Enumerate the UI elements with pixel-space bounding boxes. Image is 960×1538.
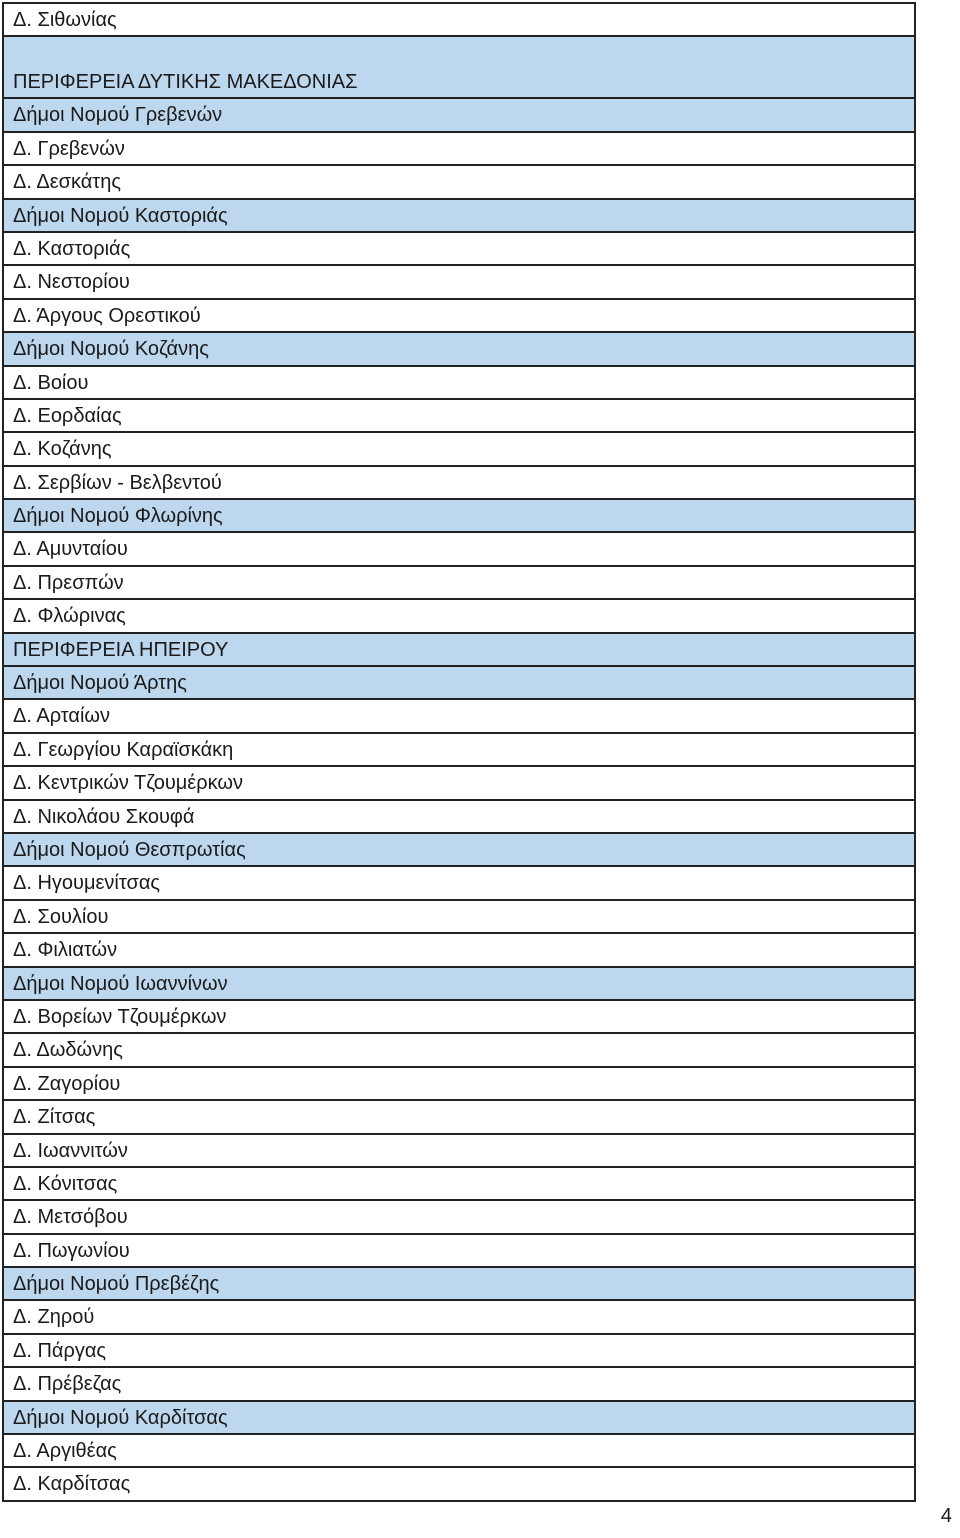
table-row: Δ. Μετσόβου [4, 1201, 914, 1234]
table-row: Δ. Γεωργίου Καραϊσκάκη [4, 734, 914, 767]
table-row: Δ. Κόνιτσας [4, 1168, 914, 1201]
table-row: Δ. Αργιθέας [4, 1435, 914, 1468]
table-header-row: ΠΕΡΙΦΕΡΕΙΑ ΔΥΤΙΚΗΣ ΜΑΚΕΔΟΝΙΑΣ [4, 37, 914, 99]
table-row: Δ. Ζίτσας [4, 1101, 914, 1134]
table-header-row: Δήμοι Νομού Καστοριάς [4, 200, 914, 233]
table-row: Δ. Φιλιατών [4, 934, 914, 967]
table-row: Δ. Ηγουμενίτσας [4, 867, 914, 900]
table-header-row: Δήμοι Νομού Άρτης [4, 667, 914, 700]
table-row: Δ. Βοίου [4, 367, 914, 400]
table-row: Δ. Εορδαίας [4, 400, 914, 433]
table-header-row: ΠΕΡΙΦΕΡΕΙΑ ΗΠΕΙΡΟΥ [4, 634, 914, 667]
table-header-row: Δήμοι Νομού Πρεβέζης [4, 1268, 914, 1301]
table-row: Δ. Ζηρού [4, 1301, 914, 1334]
table-row: Δ. Αρταίων [4, 700, 914, 733]
table-row: Δ. Σουλίου [4, 901, 914, 934]
table-row: Δ. Σερβίων - Βελβεντού [4, 467, 914, 500]
table-row: Δ. Αμυνταίου [4, 533, 914, 566]
table-row: Δ. Νικολάου Σκουφά [4, 801, 914, 834]
table-header-row: Δήμοι Νομού Φλωρίνης [4, 500, 914, 533]
table-row: Δ. Σιθωνίας [4, 4, 914, 37]
table-row: Δ. Γρεβενών [4, 133, 914, 166]
table-row: Δ. Πωγωνίου [4, 1235, 914, 1268]
table-header-row: Δήμοι Νομού Κοζάνης [4, 333, 914, 366]
municipalities-table [2, 2, 916, 1502]
table-row: Δ. Πρεσπών [4, 567, 914, 600]
table-header-row: Δήμοι Νομού Ιωαννίνων [4, 968, 914, 1001]
table-row: Δ. Πάργας [4, 1335, 914, 1368]
table-row: Δ. Κοζάνης [4, 433, 914, 466]
table-header-row: Δήμοι Νομού Γρεβενών [4, 99, 914, 132]
table-row: Δ. Δεσκάτης [4, 166, 914, 199]
table-row: Δ. Ιωαννιτών [4, 1135, 914, 1168]
table-row: Δ. Δωδώνης [4, 1034, 914, 1067]
table-row: Δ. Άργους Ορεστικού [4, 300, 914, 333]
table-row: Δ. Νεστορίου [4, 266, 914, 299]
table-header-row: Δήμοι Νομού Θεσπρωτίας [4, 834, 914, 867]
table-row: Δ. Βορείων Τζουμέρκων [4, 1001, 914, 1034]
table-row: Δ. Φλώρινας [4, 600, 914, 633]
table-row: Δ. Καστοριάς [4, 233, 914, 266]
table-header-row: Δήμοι Νομού Καρδίτσας [4, 1402, 914, 1435]
table-row: Δ. Κεντρικών Τζουμέρκων [4, 767, 914, 800]
table-row: Δ. Ζαγορίου [4, 1068, 914, 1101]
table-row: Δ. Καρδίτσας [4, 1468, 914, 1501]
page-number: 4 [940, 1505, 952, 1527]
table-row: Δ. Πρέβεζας [4, 1368, 914, 1401]
